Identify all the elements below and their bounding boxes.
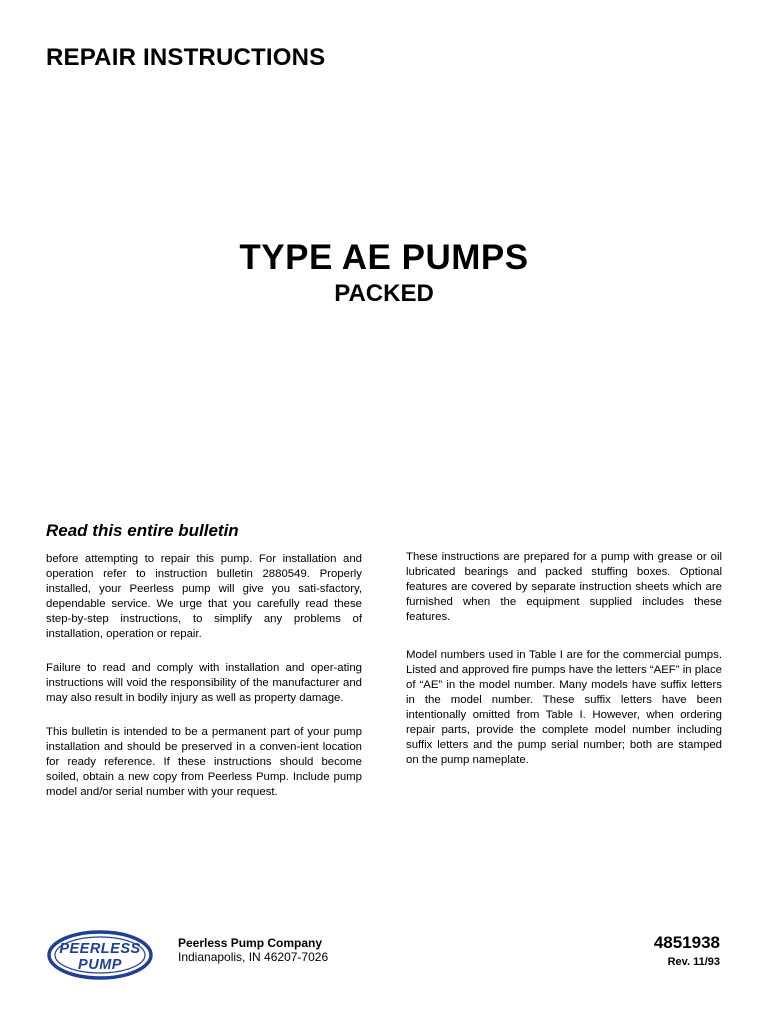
logo-text-line1: PEERLESS xyxy=(59,941,141,957)
header-title: REPAIR INSTRUCTIONS xyxy=(46,44,326,71)
left-column xyxy=(46,552,362,819)
paragraph: These instructions are prepared for a pump with grease or oil lubricated bearings and packed stuffing boxes. Optional features are covered by separate instruction sheets which are furnished when the equipment supplied includes these features. xyxy=(406,551,722,623)
company-address: Indianapolis, IN 46207-7026 xyxy=(178,950,329,964)
paragraph: This bulletin is intended to be a permanent part of your pump installation and should be preserved in a conven-ient location for ready reference. If these instructions should become soiled, obtain a new copy from Peerless Pump. Include pump model and/or serial number with your request. xyxy=(46,726,362,798)
document-title: TYPE AE PUMPS xyxy=(239,238,529,277)
paragraph: Failure to read and comply with installation and oper-ating instructions will void the responsibility of the manufacturer and may also result in bodily injury as well as property damage. xyxy=(46,662,362,704)
document-subtitle: PACKED xyxy=(334,280,434,307)
revision-label: Rev. 11/93 xyxy=(667,956,720,968)
section-heading: Read this entire bulletin xyxy=(46,521,239,540)
peerless-pump-logo xyxy=(47,930,153,980)
company-name: Peerless Pump Company xyxy=(178,936,323,950)
right-column xyxy=(406,550,722,791)
paragraph: Model numbers used in Table I are for the commercial pumps. Listed and approved fire pumps have the letters “AEF” in place of “AE” in the model number. Many models have suffix letters in the model number. These suffix letters have been intentionally omitted from Table I. However, when ordering repair parts, provide the complete model number including suffix letters and the pump serial number; both are stamped on the pump nameplate. xyxy=(406,649,722,766)
paragraph: before attempting to repair this pump. For installation and operation refer to instruction bulletin 2880549. Properly installed, your Peerless pump will give you sati-sfactory, dependable service. We urge that you carefully read these step-by-step instructions, to simplify any problems of installation, operation or repair. xyxy=(46,553,362,640)
document-number: 4851938 xyxy=(653,933,720,952)
logo-text-line2: PUMP xyxy=(78,957,122,973)
